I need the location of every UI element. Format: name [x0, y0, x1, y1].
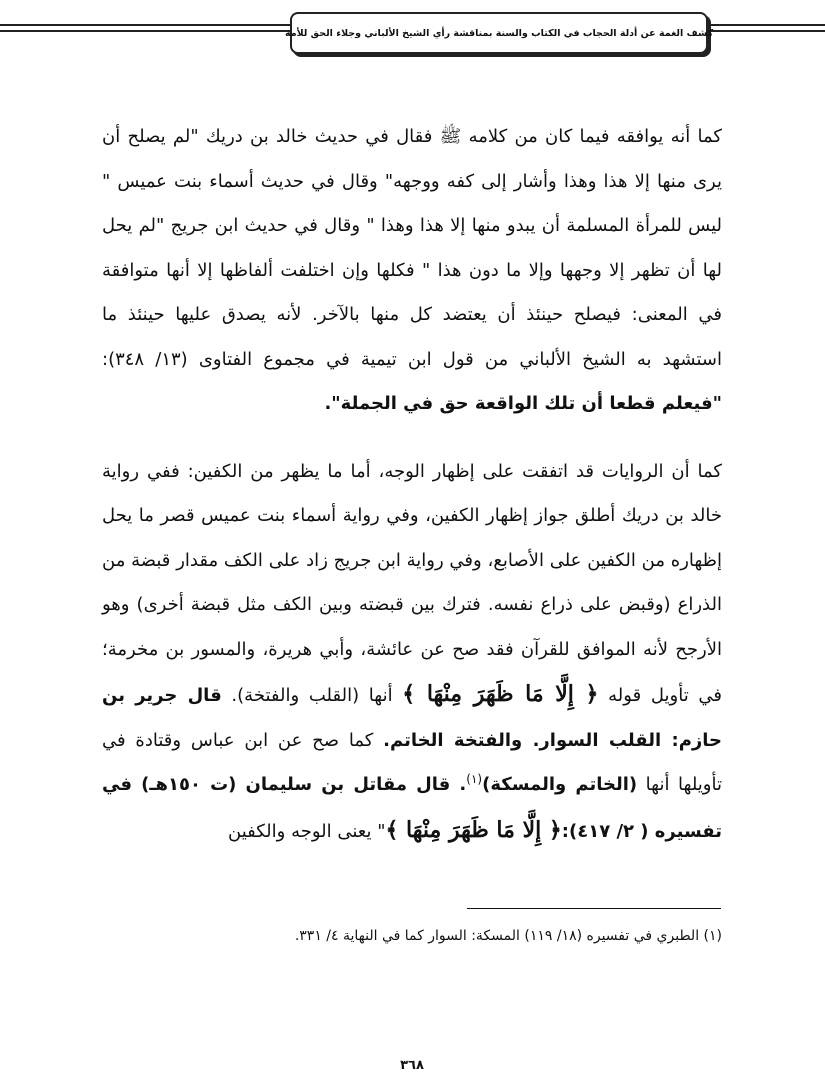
page-number: ٣٦٨ — [400, 1058, 424, 1073]
ibn-abbas-quote: (الخاتم والمسكة) — [482, 774, 638, 795]
paragraph-2-text-a: كما أن الروايات قد اتفقت على إظهار الوجه، أما ما يظهر من الكفين: ففي رواية خالد بن دريك أطلق جواز إظهار الكفين، وفي رواية أسماء بنت عميس قصر ما يحل إظهاره من الكفين على الأصابع، وفي رواية ابن جريج زاد على الكف مقدار قبضة من الذراع (وقبض على ذراع نفسه. فترك بين قبضته وبين الكف مثل قبضة أخرى) وهو الأرجح لأنه الموافق للقرآن فقد صح عن عائشة، وأبي هريرة، والمسور بن مخرمة؛ في تأويل قوله — [102, 460, 723, 706]
quran-verse-1: ﴿ إِلَّا مَا ظَهَرَ مِنْهَا ﴾ — [402, 681, 599, 707]
ibn-taymiyya-quote: "فيعلم قطعا أن تلك الواقعة حق في الجملة". — [324, 393, 722, 414]
quran-verse-2: ﴿ إِلَّا مَا ظَهَرَ مِنْهَا ﴾ — [385, 816, 562, 843]
footnote — [102, 924, 722, 948]
book-title: كشف الغمة عن أدلة الحجاب في الكتاب والسنة بمناقشة رأي الشيخ الألباني وجلاء الحق للأمة — [284, 27, 714, 39]
running-header — [284, 12, 714, 54]
paragraph-2 — [102, 450, 722, 855]
footnote-text: (١) الطبري في تفسيره (١٨/ ١١٩) المسكة: السوار كما في النهاية ٤/ ٣٣١. — [294, 928, 722, 944]
main-text — [102, 115, 722, 854]
paragraph-1-text: كما أنه يوافقه فيما كان من كلامه ﷺ فقال في حديث خالد بن دريك "لم يصلح أن يرى منها إلا هذا وهذا وأشار إلى كفه ووجهه" وقال في حديث أسماء بنت عميس " ليس للمرأة المسلمة أن يبدو منها إلا هذا وهذا " وقال في حديث ابن جريج "لم يحل لها أن تظهر إلا وجهها وإلا ما دون هذا " فكلها وإن اختلفت ألفاظها إلا أنها متوافقة في المعنى: فيصلح حينئذ أن يعتضد كل منها بالآخر. لأنه يصدق عليها حينئذ ما استشهد به الشيخ الألباني من قول ابن تيمية في مجموع الفتاوى (١٣/ ٣٤٨): — [102, 126, 722, 370]
muqatil-quote: . قال مقاتل بن سليمان (ت ١٥٠هـ) في تفسيره ( ٢/ ٤١٧): — [102, 774, 722, 842]
paragraph-2-text-b: أنها (القلب والفتخة). — [221, 685, 403, 706]
jarir-quote: قال جرير بن حازم: القلب السوار. والفتخة الخاتم. — [102, 685, 722, 751]
paragraph-1 — [102, 115, 722, 427]
paragraph-2-text-d: " يعنى الوجه والكفين — [228, 820, 386, 842]
footnote-divider — [467, 908, 721, 909]
paragraph-2-text-c: كما صح عن ابن عباس وقتادة في تأويلها أنها — [102, 729, 722, 795]
footnote-reference: (١) — [466, 772, 483, 786]
